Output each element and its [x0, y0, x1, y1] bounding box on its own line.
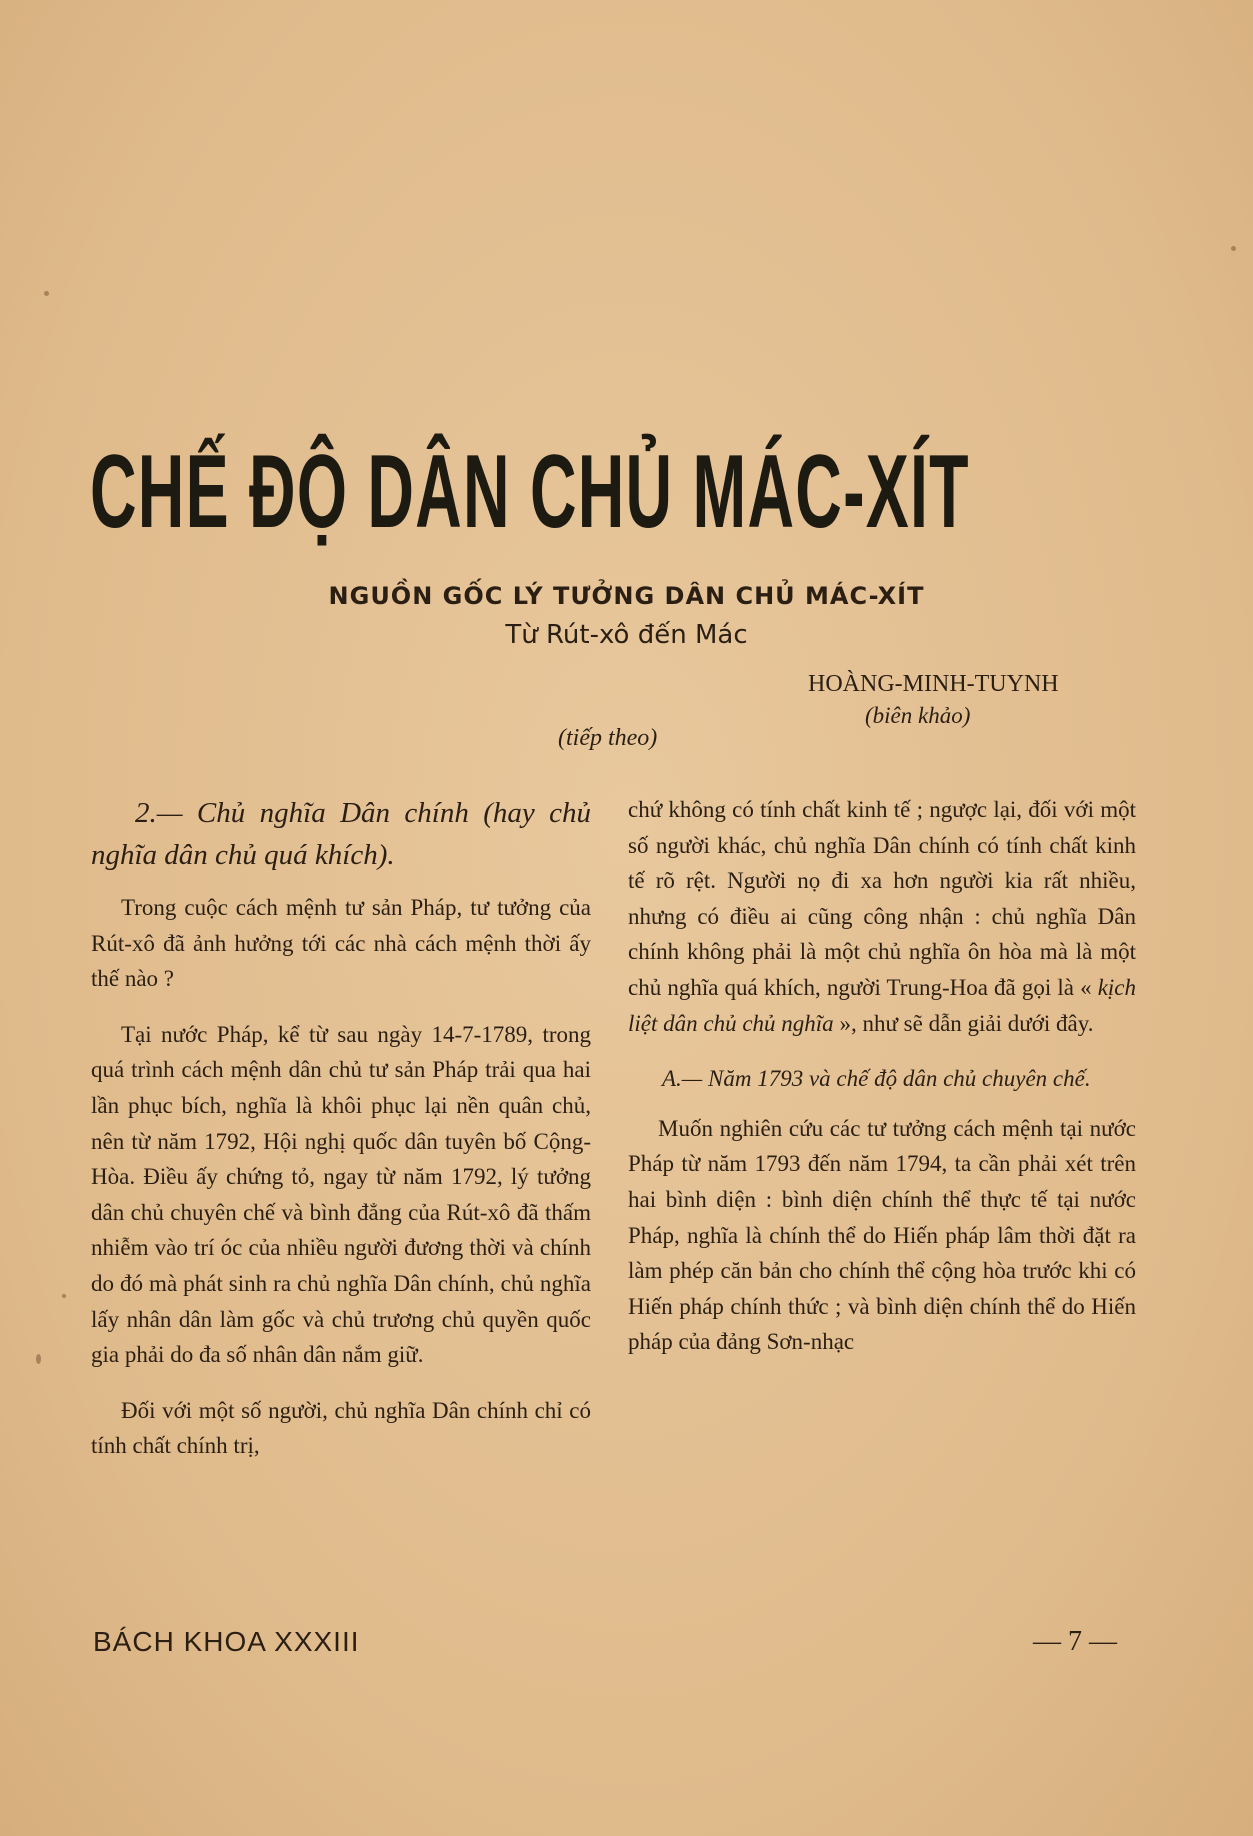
section-heading: A.— Năm 1793 và chế độ dân chủ chuyên chế.: [662, 1066, 1091, 1092]
article-subtitle-2: Từ Rút-xô đến Mác: [505, 620, 748, 650]
author-role: (biên khảo): [865, 703, 971, 728]
paper-spot: [62, 1294, 66, 1298]
quoted-phrase: kịch liệt dân chủ chủ nghĩa: [628, 974, 1137, 1036]
paragraph: [628, 792, 1136, 1041]
page-number: — 7 —: [1033, 1626, 1117, 1657]
article-title: CHẾ ĐỘ DÂN CHỦ MÁC-XÍT: [90, 434, 970, 550]
article-subtitle: NGUỒN GỐC LÝ TƯỞNG DÂN CHỦ MÁC-XÍT: [328, 582, 925, 610]
left-column: [91, 792, 591, 1484]
author-name: HOÀNG-MINH-TUYNH: [808, 671, 1059, 697]
paragraph: Trong cuộc cách mệnh tư sản Pháp, tư tưởng của Rút-xô đã ảnh hưởng tới các nhà cách mệnh thời ấy thế nào ?: [91, 895, 591, 992]
continued-note: (tiếp theo): [558, 725, 658, 751]
paper-spot: [36, 1354, 41, 1364]
publication-name: BÁCH KHOA XXXIII: [93, 1626, 360, 1657]
paragraph-text: chứ không có tính chất kinh tế ; ngược lại, đối với một số người khác, chủ nghĩa Dân chính có tính chất kinh tế rõ rệt. Người nọ đi xa hơn người kia rất nhiều, nhưng có điều ai cũng công nhận : chủ nghĩa Dân chính không phải là một chủ nghĩa ôn hòa mà là một chủ nghĩa quá khích, người Trung-Hoa đã gọi là «: [628, 797, 1136, 1000]
paragraph: Đối với một số người, chủ nghĩa Dân chính chỉ có tính chất chính trị,: [91, 1397, 591, 1459]
paper-spot: [44, 291, 49, 296]
right-column: [628, 792, 1136, 1380]
paragraph: Muốn nghiên cứu các tư tưởng cách mệnh tại nước Pháp từ năm 1793 đến năm 1794, ta cần phải xét trên hai bình diện : bình diện chính thể thực tế tại nước Pháp, nghĩa là chính thể do Hiến pháp lâm thời đặt ra làm phép căn bản cho chính thể cộng hòa trước khi có Hiến pháp chính thức ; và bình diện chính thể do Hiến pháp của đảng Sơn-nhạc: [628, 1115, 1136, 1355]
section-heading: 2.— Chủ nghĩa Dân chính (hay chủ nghĩa dân chủ quá khích).: [91, 797, 591, 871]
paragraph-text: », như sẽ dẫn giải dưới đây.: [839, 1010, 1094, 1036]
paper-spot: [1231, 246, 1236, 251]
paragraph: Tại nước Pháp, kể từ sau ngày 14-7-1789, trong quá trình cách mệnh dân chủ tư sản Pháp trải qua hai lần phục bích, nghĩa là khôi phục lại nền quân chủ, nên từ năm 1792, Hội nghị quốc dân tuyên bố Cộng-Hòa. Điều ấy chứng tỏ, ngay từ năm 1792, lý tưởng dân chủ chuyên chế và bình đẳng của Rút-xô đã thấm nhiễm vào trí óc của nhiều người đương thời và chính do đó mà phát sinh ra chủ nghĩa Dân chính, chủ nghĩa lấy nhân dân làm gốc và chủ trương chủ quyền quốc gia phải do đa số nhân dân nắm giữ.: [91, 1021, 591, 1368]
